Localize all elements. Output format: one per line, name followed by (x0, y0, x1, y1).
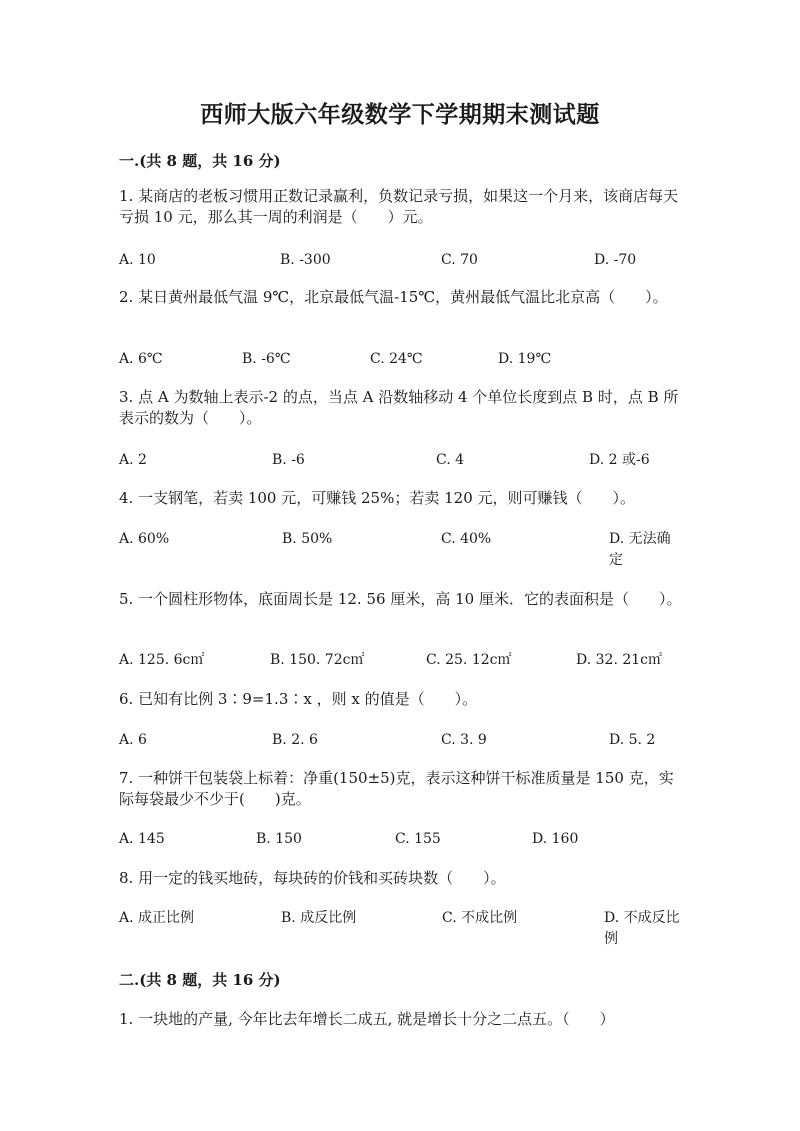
options-question-5 (119, 650, 684, 694)
option-a[interactable]: A. 125. 6c㎡ (119, 652, 205, 668)
question-4: 4. 一支钢笔，若卖 100 元，可赚钱 25%；若卖 120 元，则可赚钱（ ）。 (119, 489, 636, 507)
option-b[interactable]: B. -6℃ (242, 351, 291, 367)
option-a[interactable]: A. 6 (119, 732, 147, 748)
option-c[interactable]: C. 不成比例 (442, 910, 518, 926)
question-8: 8. 用一定的钱买地砖，每块砖的价钱和买砖块数（ ）。 (119, 869, 506, 887)
option-d[interactable]: D. 无法确定 (609, 531, 671, 568)
option-c[interactable]: C. 25. 12c㎡ (426, 652, 512, 668)
question-1: 1. 某商店的老板习惯用正数记录赢利，负数记录亏损，如果这一个月来，该商店每天亏损 10 元，那么其一周的利润是（ ）元。 (119, 187, 679, 226)
option-c[interactable]: C. 3. 9 (441, 732, 487, 748)
option-c[interactable]: C. 4 (436, 452, 465, 468)
section-heading-1: 一.(共 8 题，共 16 分) (119, 152, 281, 170)
option-b[interactable]: B. -6 (272, 452, 305, 468)
option-b[interactable]: B. -300 (280, 252, 331, 268)
question-3: 3. 点 A 为数轴上表示-2 的点，当点 A 沿数轴移动 4 个单位长度到点 B 时，点 B 所表示的数为（ ）。 (119, 388, 679, 427)
option-a[interactable]: A. 6℃ (119, 351, 163, 367)
option-a[interactable]: A. 60% (119, 531, 170, 547)
page-title: 西师大版六年级数学下学期期末测试题 (200, 101, 600, 128)
option-d[interactable]: D. 32. 21c㎡ (576, 652, 662, 668)
option-c[interactable]: C. 40% (441, 531, 492, 547)
option-d[interactable]: D. 5. 2 (609, 732, 656, 748)
part2-question-1: 1. 一块地的产量, 今年比去年增长二成五, 就是增长十分之二点五。（ ） (119, 1010, 615, 1028)
option-b[interactable]: B. 50% (282, 531, 333, 547)
option-c[interactable]: C. 155 (395, 831, 441, 847)
option-d[interactable]: D. 2 或-6 (589, 452, 650, 468)
option-d[interactable]: D. 19℃ (498, 351, 552, 367)
option-d[interactable]: D. -70 (594, 252, 637, 268)
option-d[interactable]: D. 不成反比例 (604, 910, 680, 947)
options-question-4 (119, 529, 684, 573)
option-d[interactable]: D. 160 (532, 831, 579, 847)
question-6: 6. 已知有比例 3∶9=1.3∶x ，则 x 的值是（ ）。 (119, 690, 478, 708)
option-b[interactable]: B. 成反比例 (281, 910, 357, 926)
option-a[interactable]: A. 145 (119, 831, 165, 847)
question-2: 2. 某日黄州最低气温 9℃，北京最低气温-15℃，黄州最低气温比北京高（ ）。 (119, 288, 668, 306)
option-a[interactable]: A. 成正比例 (119, 910, 195, 926)
option-a[interactable]: A. 2 (119, 452, 147, 468)
option-b[interactable]: B. 150 (256, 831, 302, 847)
option-b[interactable]: B. 2. 6 (272, 732, 318, 748)
option-b[interactable]: B. 150. 72c㎡ (270, 652, 365, 668)
options-question-8 (119, 908, 684, 952)
option-c[interactable]: C. 24℃ (370, 351, 423, 367)
section-heading-2: 二.(共 8 题，共 16 分) (119, 971, 281, 989)
option-c[interactable]: C. 70 (441, 252, 478, 268)
question-5: 5. 一个圆柱形物体，底面周长是 12. 56 厘米，高 10 厘米．它的表面积是（ ）。 (119, 590, 682, 608)
option-a[interactable]: A. 10 (119, 252, 156, 268)
question-7: 7. 一种饼干包装袋上标着：净重(150±5)克，表示这种饼干标准质量是 150 克，实际每袋最少不少于( )克。 (119, 769, 674, 808)
options-question-7 (119, 829, 684, 873)
